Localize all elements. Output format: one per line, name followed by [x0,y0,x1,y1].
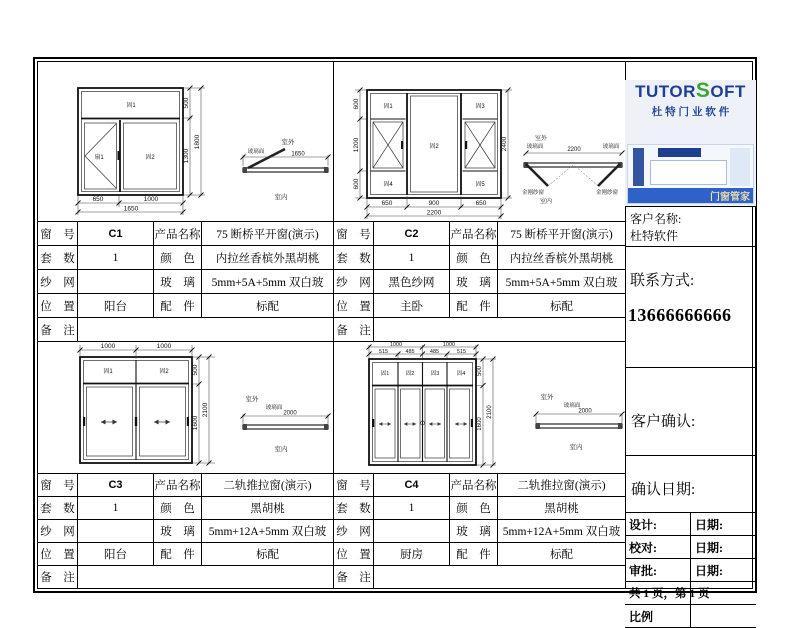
accessories-value: 标配 [550,549,573,561]
product-name-value: 二轨推拉窗(演示) [517,480,606,492]
c2-dimensions [353,88,512,220]
glass-face-label: 玻璃面 [526,144,544,150]
position-label: 位 置 [38,543,78,565]
signoff-row [625,559,756,582]
handle-mark [465,141,467,149]
slide-arrow-icon [379,422,391,426]
sets-value: 1 [374,246,450,269]
table-row [38,270,333,294]
c3-dimensions [78,343,216,466]
screen-value: 黑色纱网 [374,270,450,293]
c1-side-view [241,137,331,201]
handle-mark [372,419,374,427]
color-label: 颜 色 [154,497,202,519]
dim-label: 1300 [183,148,190,164]
c2-panel-label: 固1 [383,104,393,110]
color-value: 内拉丝香槟外黑胡桃 [215,252,320,265]
position-label: 位 置 [334,294,374,317]
table-row [38,566,333,589]
glass-value: 5mm+12A+5mm 双白玻 [208,526,327,538]
design-label: 设计: [625,513,691,535]
handle-mark [187,417,189,426]
dim-label: 1600 [477,417,483,431]
dim-label: 2200 [426,209,442,217]
color-value: 黑胡桃 [544,503,579,515]
slide-arrow-icon [101,420,117,425]
c1-panel-sash-label: 扇1 [94,155,104,161]
accessories-label: 配 件 [154,294,202,317]
dim-label: 2100 [202,402,209,418]
screen-label: 纱 网 [38,270,78,293]
color-label: 颜 色 [450,246,498,269]
brand-logo [625,80,756,101]
contact-value: 13666666666 [628,305,732,325]
remarks-label: 备 注 [38,566,78,588]
c4-drawing [334,341,625,473]
dim-label: 1650 [123,205,139,213]
c1-elevation [78,88,183,195]
handle-mark [118,151,121,160]
dim-label: 600 [353,178,360,190]
c1-panel-top-label: 固1 [126,103,136,109]
handle-mark [401,141,403,149]
customer-confirm-section [625,368,756,456]
position-value: 阳台 [78,543,154,565]
c4-elevation [369,359,476,465]
outside-label: 室外 [540,394,554,401]
dim-label: 2000 [283,410,297,417]
inside-label: 室内 [539,199,553,205]
info-panel [625,62,756,624]
dim-label: 2200 [567,147,581,153]
remarks-value [374,318,625,341]
screenshot-caption-band [628,188,753,203]
c2-panel-label: 固3 [475,104,485,110]
product-name-label: 产品名称 [450,222,498,245]
screenshot-caption: 门窗管家 [710,192,750,203]
signoff-row [625,513,756,536]
product-name-value: 75 断桥平开窗(演示) [216,228,319,241]
remarks-value [78,318,333,341]
handle-mark [83,417,85,426]
product-name-label: 产品名称 [154,474,202,496]
window-no-label: 窗 号 [334,222,374,245]
table-row [334,270,625,294]
date-label: 日期: [695,540,723,555]
outside-label: 室外 [245,396,259,403]
screenshot-decor [730,148,750,186]
product-name-value: 75 断桥平开窗(演示) [510,228,613,241]
dim-label: 1600 [192,415,199,431]
screenshot-decor [658,148,701,157]
window-no-value: C1 [78,222,154,245]
screen-label: 纱 网 [334,270,374,293]
c3-panel-label: 固2 [159,369,169,375]
screen-value [374,520,450,542]
screen-label: 金刚纱窗 [595,190,619,196]
glass-value: 5mm+12A+5mm 双白玻 [502,526,621,538]
signoff-row [625,582,756,605]
screen-label: 纱 网 [334,520,374,542]
c2-spec-table [334,221,625,342]
c2-drawing [334,62,625,221]
product-name-label: 产品名称 [154,222,202,245]
sets-label: 套 数 [38,246,78,269]
dim-label: 1000 [143,196,159,203]
position-value: 主卧 [374,294,450,317]
signoff-table [625,513,756,628]
table-row [38,520,333,543]
remarks-label: 备 注 [38,318,78,341]
dim-label: 500 [192,364,199,376]
glass-label: 玻 璃 [154,520,202,542]
table-row [334,566,625,589]
accessories-label: 配 件 [450,543,498,565]
sets-value: 1 [78,497,154,519]
c3-drawing [38,341,333,473]
dim-label: 650 [92,196,104,203]
table-row [38,318,333,342]
dim-label: 500 [183,97,190,109]
remarks-label: 备 注 [334,318,374,341]
contact-section [625,269,756,368]
glass-face-label: 玻璃面 [247,149,265,155]
c3-side-view [241,394,331,453]
c4-panel-label: 固1 [380,371,390,377]
dim-label: 485 [405,349,415,355]
c2-panel-label: 固2 [429,144,439,150]
product-screenshot [627,144,754,204]
date-label: 日期: [695,517,723,532]
c2-panel-label: 固5 [475,182,485,188]
c4-drawing-cell [334,341,625,473]
brand-text-left: TUTOR [635,82,696,101]
c4-panel-label: 固4 [456,371,466,377]
glass-label: 玻 璃 [154,270,202,293]
table-row [334,497,625,520]
position-label: 位 置 [38,294,78,317]
position-label: 位 置 [334,543,374,565]
remarks-value [78,566,333,588]
dim-label: 515 [456,349,467,355]
table-row [38,474,333,497]
window-no-value: C3 [78,474,154,496]
table-row [334,318,625,342]
c3-elevation [80,357,192,463]
glass-value: 5mm+5A+5mm 双白玻 [211,276,324,289]
c3-spec-table [38,473,333,589]
window-no-label: 窗 号 [38,222,78,245]
signoff-row [625,536,756,559]
remarks-value [374,566,625,588]
dim-label: 650 [475,200,487,207]
c2-panel-label: 固4 [383,182,393,188]
slide-arrow-icon [404,422,416,426]
c1-panel-right-label: 固2 [145,155,155,161]
accessories-value: 标配 [256,300,279,313]
empty-cell [691,605,756,627]
table-row [334,222,625,246]
c3-drawing-cell [38,341,333,473]
screen-value [78,270,154,293]
dim-label: 1800 [194,134,201,150]
screen-label: 金刚纱窗 [521,190,545,196]
empty-cell [691,582,756,604]
glass-face-label: 玻璃面 [563,403,581,409]
table-row [38,543,333,566]
brand-text-right: OFT [710,82,746,101]
accessories-label: 配 件 [450,294,498,317]
customer-name-section [625,207,756,247]
dim-label: 1200 [353,137,360,153]
contact-label: 联系方式: [630,273,695,289]
window-no-value: C2 [374,222,450,245]
table-row [334,543,625,566]
c4-panel-label: 固2 [405,371,415,377]
glass-label: 玻 璃 [450,520,498,542]
color-value: 内拉丝香槟外黑胡桃 [509,252,614,265]
dim-label: 650 [381,200,393,207]
dim-label: 1000 [389,342,403,348]
spec-sheet [33,57,757,624]
dim-label: 1650 [291,151,305,158]
sets-value: 1 [78,246,154,269]
sets-label: 套 数 [334,497,374,519]
outside-label: 室外 [534,136,548,142]
window-no-value: C4 [374,474,450,496]
c2-side-view [522,134,625,205]
dim-label: 485 [429,349,440,355]
window-no-label: 窗 号 [334,474,374,496]
dim-label: 2100 [487,405,493,419]
handle-mark [471,419,473,427]
table-row [334,246,625,270]
dim-label: 1000 [442,342,456,348]
logo-block [625,80,756,207]
signoff-row [625,605,756,628]
accessories-value: 标配 [550,300,573,313]
brand-s-swoosh-icon: S [695,79,711,102]
confirm-date-label: 确认日期: [631,482,696,498]
table-row [334,474,625,497]
remarks-label: 备 注 [334,566,374,588]
table-row [334,294,625,318]
dim-label: 1000 [156,343,172,350]
screen-value [78,520,154,542]
c1-drawing [38,62,333,221]
screenshot-decor [633,148,644,186]
c1-spec-table [38,221,333,342]
inside-label: 室内 [274,446,288,453]
dim-label: 2000 [578,408,592,415]
c4-panel-label: 固3 [430,371,440,377]
inside-label: 室内 [274,194,288,201]
date-label: 日期: [695,563,723,578]
position-value: 阳台 [78,294,154,317]
dim-label: 600 [353,98,360,110]
table-row [38,294,333,318]
glass-face-label: 玻璃面 [265,405,283,411]
product-name-value: 二轨推拉窗(演示) [223,480,312,492]
accessories-label: 配 件 [154,543,202,565]
outside-label: 室外 [281,139,295,146]
slide-arrow-icon [154,420,170,425]
customer-name-value: 杜特软件 [630,229,679,244]
proofread-label: 校对: [625,536,691,558]
c1-drawing-cell [38,62,333,221]
c4-spec-table [334,473,625,589]
sets-label: 套 数 [334,246,374,269]
accessories-value: 标配 [256,549,279,561]
scale-label: 比例 [625,605,691,627]
c2-elevation [367,90,501,198]
position-value: 厨房 [374,543,450,565]
sets-value: 1 [374,497,450,519]
c3-panel-label: 固1 [103,369,113,375]
dim-label: 1000 [100,343,116,350]
brand-subtitle: 杜 特 门 业 软 件 [651,106,730,118]
confirm-date-section [625,456,756,513]
approve-label: 审批: [625,559,691,581]
table-row [38,222,333,246]
window-no-label: 窗 号 [38,474,78,496]
table-row [38,497,333,520]
screenshot-decor [650,160,727,185]
c2-drawing-cell [334,62,625,221]
glass-face-label: 玻璃面 [602,144,620,150]
color-value: 黑胡桃 [250,503,285,515]
slide-arrow-icon [429,422,441,426]
table-row [334,520,625,543]
screen-label: 纱 网 [38,520,78,542]
sheet-inner-border [37,61,753,624]
dim-label: 2400 [501,136,508,152]
product-name-label: 产品名称 [450,474,498,496]
glass-label: 玻 璃 [450,270,498,293]
slide-arrow-icon [455,422,467,426]
page-count-label: 共 1 页，第 1 页 [625,582,691,604]
customer-confirm-label: 客户确认: [631,414,696,430]
glass-value: 5mm+5A+5mm 双白玻 [505,276,618,289]
dim-label: 900 [428,200,440,207]
dim-label: 515 [378,349,389,355]
inside-label: 室内 [569,444,583,451]
color-label: 颜 色 [450,497,498,519]
c4-side-view [534,392,625,451]
handle-mark [135,417,137,426]
dim-label: 500 [477,365,483,377]
sets-label: 套 数 [38,497,78,519]
color-label: 颜 色 [154,246,202,269]
customer-name-label: 客户名称: [630,212,682,226]
table-row [38,246,333,270]
